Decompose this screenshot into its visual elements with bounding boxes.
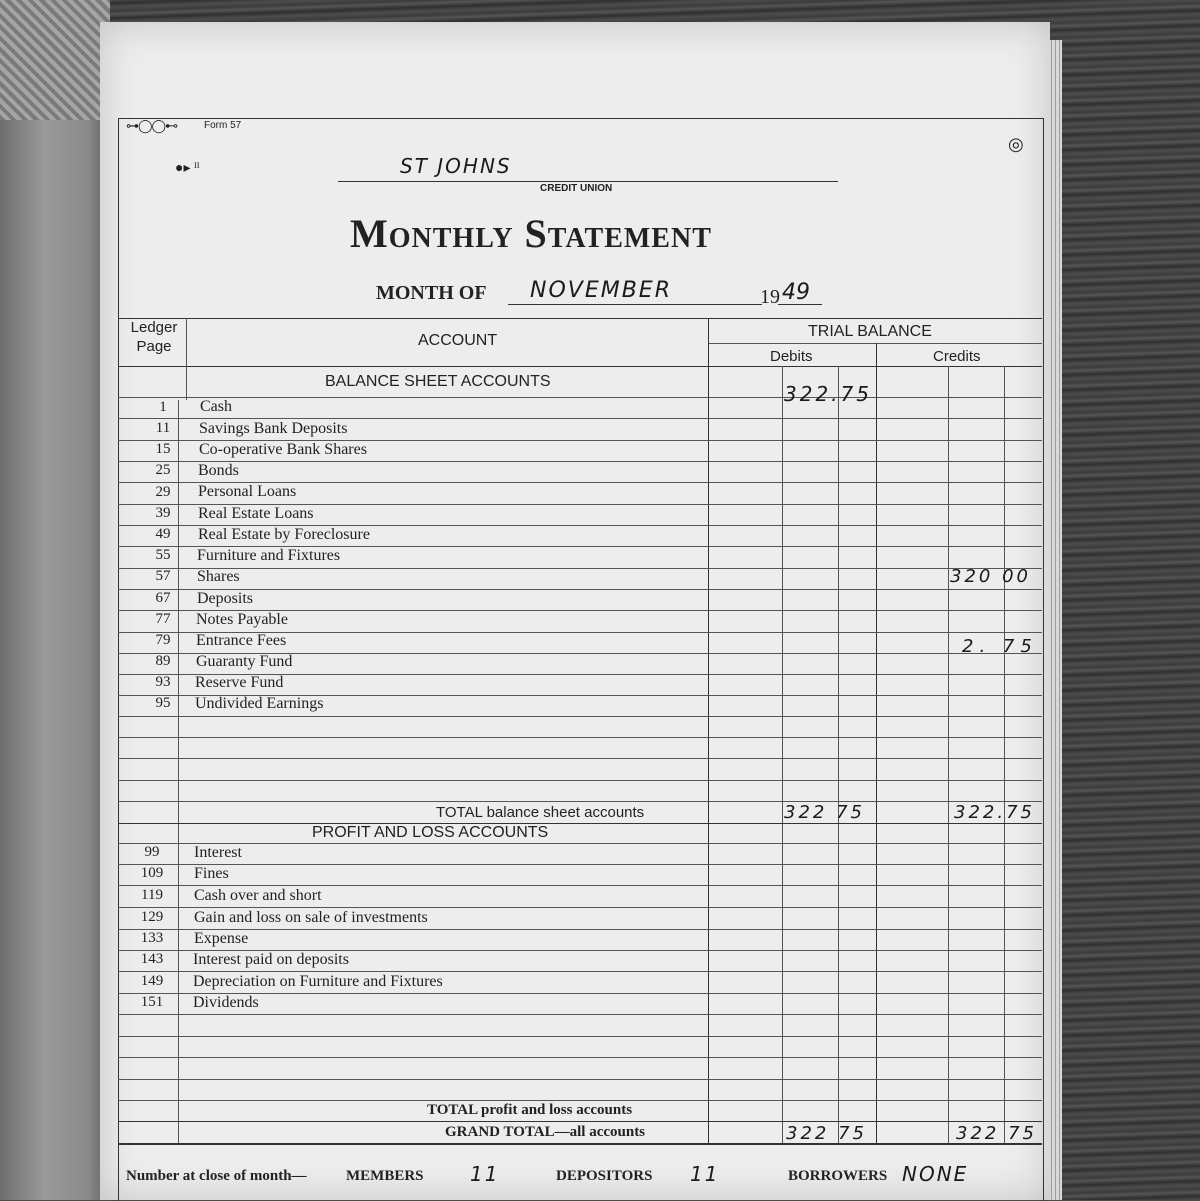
account-name: Bonds <box>198 462 239 479</box>
members-label: MEMBERS <box>346 1168 424 1184</box>
debits-header: Debits <box>770 348 813 365</box>
ledger-number: 99 <box>144 844 160 860</box>
depositors-label: DEPOSITORS <box>556 1168 653 1184</box>
balance-total-debit: 322 75 <box>784 802 865 823</box>
ledger-number: 57 <box>155 568 171 584</box>
balance-total-label: TOTAL balance sheet accounts <box>436 804 645 821</box>
members-value: 11 <box>470 1162 500 1186</box>
month-value: NOVEMBER <box>530 278 672 303</box>
profit-loss-title: PROFIT AND LOSS ACCOUNTS <box>312 824 549 841</box>
trial-balance-header: TRIAL BALANCE <box>808 323 932 340</box>
account-name: Interest <box>194 844 242 861</box>
month-label: MONTH OF <box>376 282 487 304</box>
ledger-number: 67 <box>155 590 171 606</box>
shares-credit-entry: 320 00 <box>950 566 1031 587</box>
balance-sheet-title: BALANCE SHEET ACCOUNTS <box>325 373 551 390</box>
account-name: Interest paid on deposits <box>193 951 349 968</box>
account-header: ACCOUNT <box>418 332 498 349</box>
ledger-number: 89 <box>155 653 171 669</box>
ledger-number: 79 <box>155 632 171 648</box>
account-name: Personal Loans <box>198 483 297 500</box>
borrowers-value: NONE <box>902 1162 969 1186</box>
year-suffix: 49 <box>782 280 810 305</box>
borrowers-label: BORROWERS <box>788 1168 888 1184</box>
account-name: Cash over and short <box>194 887 322 904</box>
cover-pattern <box>0 0 110 120</box>
account-name: Reserve Fund <box>195 674 284 691</box>
account-name: Real Estate by Foreclosure <box>198 526 370 543</box>
ledger-number: 1 <box>159 399 167 415</box>
form-number: Form 57 <box>204 120 242 131</box>
account-name: Shares <box>197 568 240 585</box>
pl-total-label: TOTAL profit and loss accounts <box>427 1102 633 1118</box>
account-name: Entrance Fees <box>196 632 287 649</box>
ledger-number: 39 <box>155 505 171 521</box>
account-name: Furniture and Fixtures <box>197 547 341 564</box>
grand-total-debit: 322 75 <box>786 1123 867 1144</box>
account-name: Expense <box>194 930 249 947</box>
ledger-page-header: Ledger Page <box>130 319 178 355</box>
balance-total-credit: 322.75 <box>954 802 1035 823</box>
account-name: Cash <box>200 398 232 415</box>
account-name: Dividends <box>193 994 259 1011</box>
ledger-number: 93 <box>155 674 171 690</box>
credits-header: Credits <box>933 348 981 365</box>
ledger-number: 133 <box>140 930 164 946</box>
ledger-number: 25 <box>155 462 171 478</box>
ledger-number: 49 <box>155 526 171 542</box>
credit-union-name: ST JOHNS <box>400 154 512 178</box>
account-name: Notes Payable <box>196 611 288 628</box>
ledger-number: 77 <box>155 611 171 627</box>
ledger-number: 119 <box>141 887 163 903</box>
account-name: Co-operative Bank Shares <box>199 441 367 458</box>
ledger-book-cover <box>0 0 110 1200</box>
cash-debit-entry: 322.75 <box>784 382 872 406</box>
year-prefix: 19 <box>760 286 780 308</box>
footer-prefix: Number at close of month— <box>126 1168 307 1184</box>
ledger-number: 11 <box>155 420 171 436</box>
account-name: Real Estate Loans <box>198 505 314 522</box>
union-bug-icon: ●▸ ᴵᴵ <box>175 161 200 176</box>
credit-union-caption: CREDIT UNION <box>540 183 613 194</box>
account-name: Fines <box>194 865 229 882</box>
statement-title: Monthly Statement <box>350 211 712 256</box>
account-name: Gain and loss on sale of investments <box>194 909 428 926</box>
ledger-number: 129 <box>140 909 164 925</box>
grand-total-credit: 322 75 <box>956 1123 1037 1144</box>
ledger-number: 143 <box>140 951 164 967</box>
ledger-number: 15 <box>155 441 171 457</box>
grand-total-label: GRAND TOTAL—all accounts <box>445 1124 646 1140</box>
account-name: Deposits <box>197 590 253 607</box>
account-name: Undivided Earnings <box>195 695 324 712</box>
account-name: Savings Bank Deposits <box>199 420 348 437</box>
ledger-number: 151 <box>140 994 164 1010</box>
union-emblem-icon: ⊶◯◯⊷ <box>126 118 178 133</box>
entrance-fees-credit-entry: 2. 75 <box>962 636 1038 657</box>
account-name: Depreciation on Furniture and Fixtures <box>193 973 443 990</box>
binder-hole-icon: ◎ <box>1008 134 1024 154</box>
ledger-number: 29 <box>155 484 171 500</box>
ledger-number: 109 <box>140 865 164 881</box>
ledger-number: 95 <box>155 695 171 711</box>
account-name: Guaranty Fund <box>196 653 293 670</box>
depositors-value: 11 <box>690 1162 720 1186</box>
ledger-number: 55 <box>155 547 171 563</box>
ledger-number: 149 <box>140 973 164 989</box>
